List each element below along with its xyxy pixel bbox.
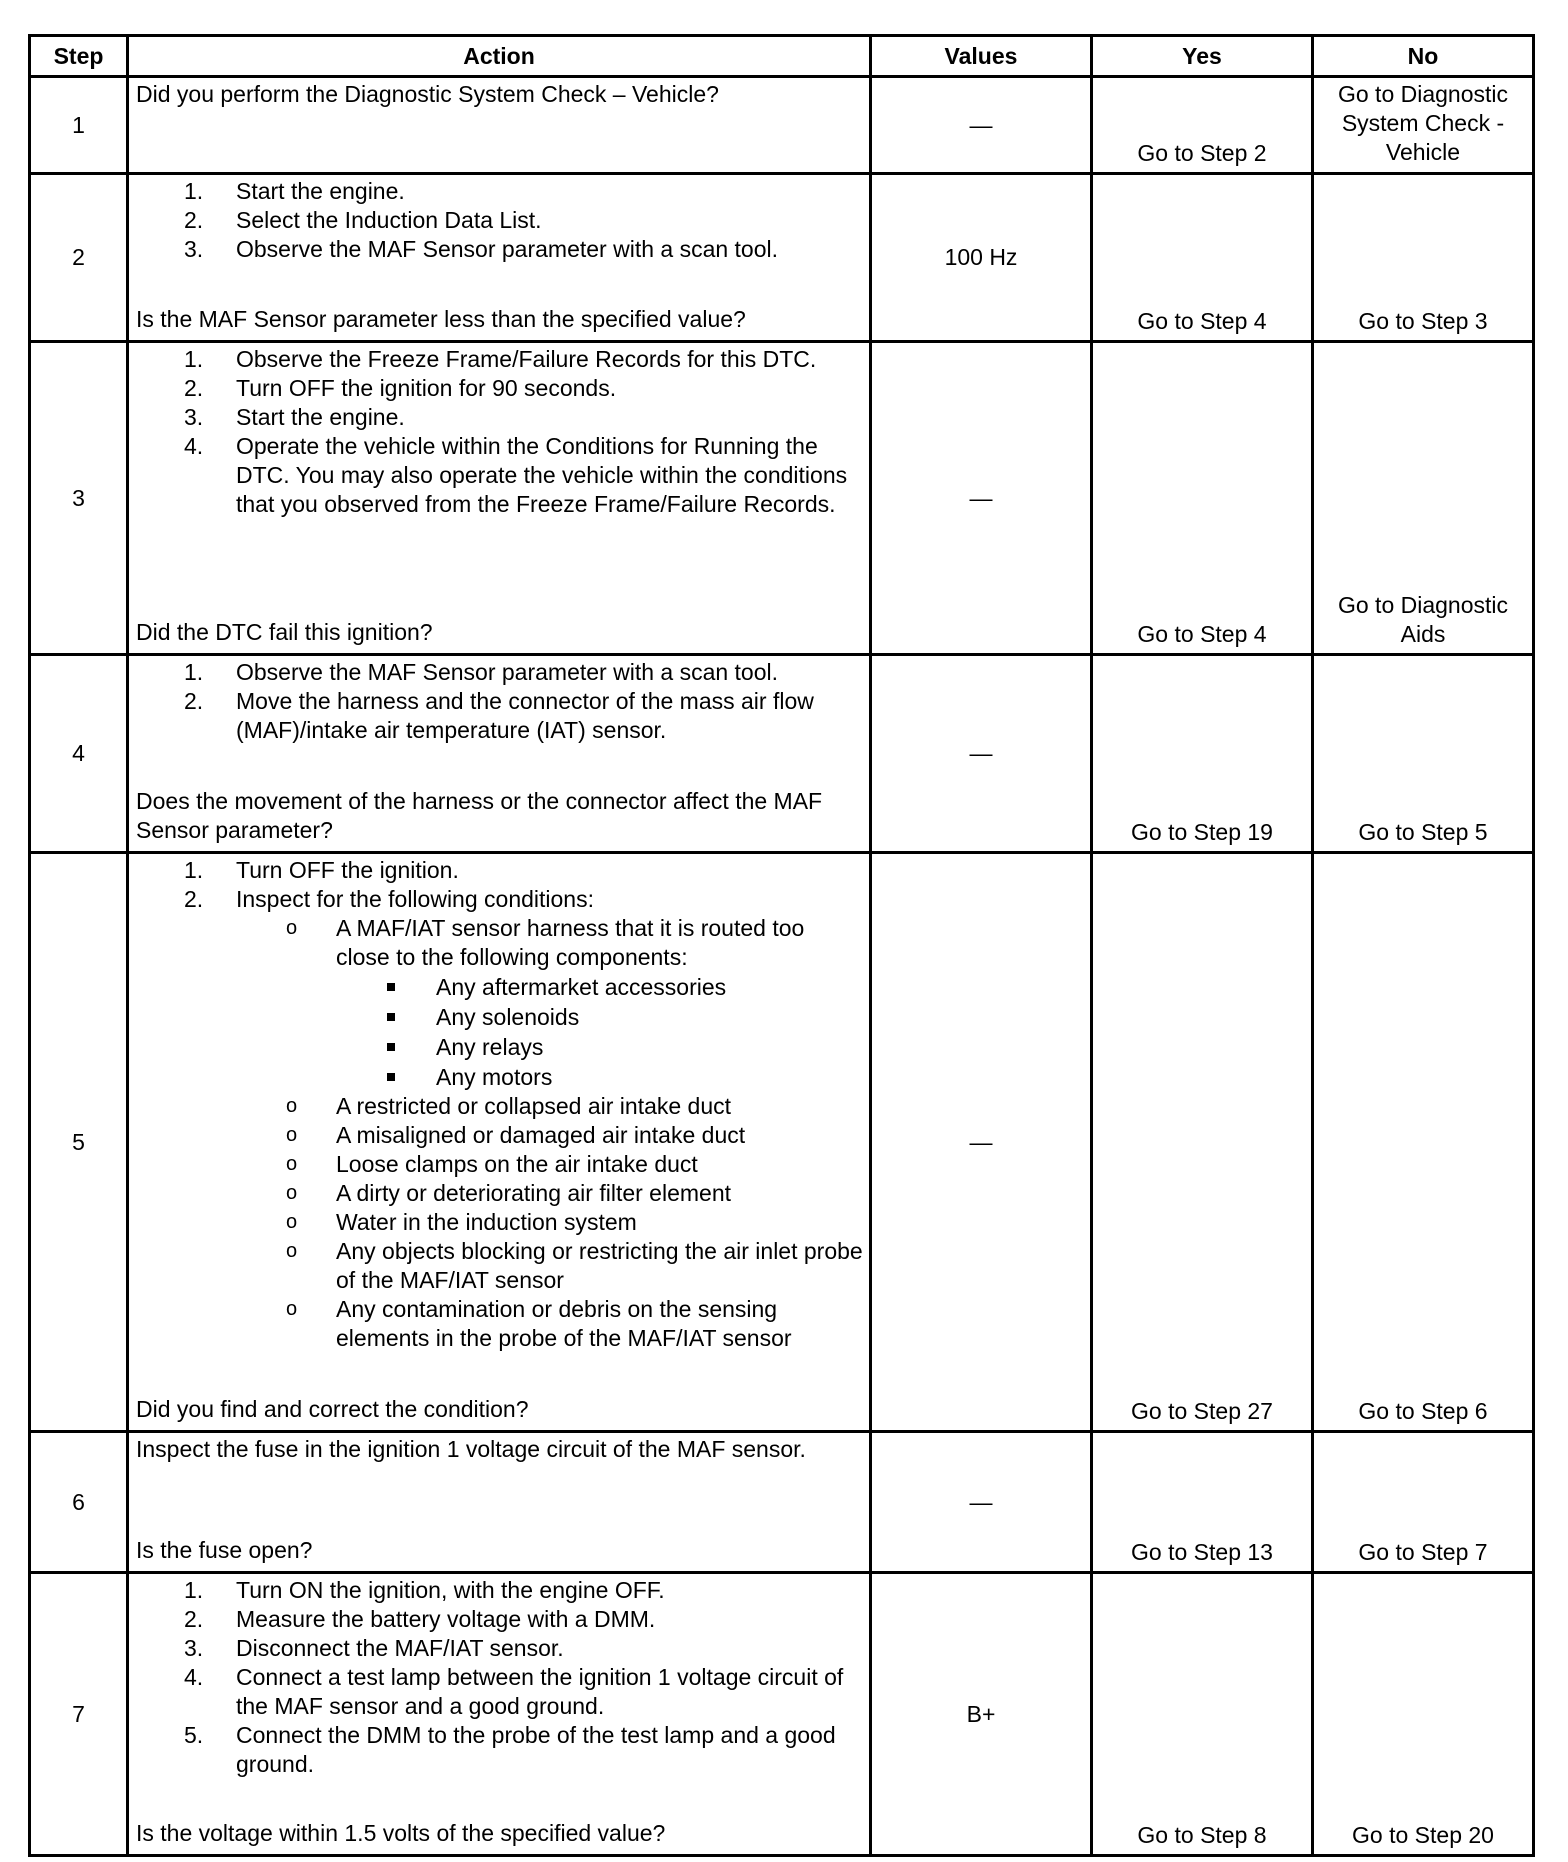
square-bullet-icon — [387, 1043, 395, 1051]
table-row — [30, 342, 1534, 655]
action-step: 1. Observe the Freeze Frame/Failure Records for this DTC. — [184, 346, 817, 372]
no-cell: Go to Step 5 — [1313, 655, 1534, 853]
diagnostic-table — [28, 34, 1535, 1857]
action-step: 5. Connect the DMM to the probe of the test lamp and a good ground. — [184, 1722, 836, 1777]
table-row — [30, 174, 1534, 342]
table-row — [30, 853, 1534, 1432]
square-bullet-icon — [387, 983, 395, 991]
value-cell: B+ — [871, 1573, 1092, 1856]
question-text: Is the fuse open? — [136, 1537, 313, 1563]
question-text: Did you find and correct the condition? — [136, 1396, 529, 1422]
action-step: 2. Move the harness and the connector of the mass air flow (MAF)/intake air temperature (IAT) sensor. — [184, 688, 814, 743]
action-cell — [128, 342, 871, 655]
header-yes: Yes — [1092, 36, 1313, 77]
action-cell — [128, 1432, 871, 1573]
header-values: Values — [871, 36, 1092, 77]
action-step: 4. Connect a test lamp between the ignition 1 voltage circuit of the MAF sensor and a good ground. — [184, 1664, 844, 1719]
action-steps — [136, 856, 863, 914]
header-step: Step — [30, 36, 128, 77]
yes-cell: Go to Step 2 — [1092, 77, 1313, 174]
yes-cell: Go to Step 4 — [1092, 174, 1313, 342]
question-text: Did the DTC fail this ignition? — [136, 619, 433, 645]
value-cell: 100 Hz — [871, 174, 1092, 342]
component-item: Any motors — [136, 1062, 863, 1092]
question-text: Is the voltage within 1.5 volts of the specified value? — [136, 1820, 666, 1846]
no-cell: Go to Step 7 — [1313, 1432, 1534, 1573]
step-number: 2 — [30, 174, 128, 342]
condition-item: o A misaligned or damaged air intake duct — [286, 1122, 746, 1148]
question-text: Is the MAF Sensor parameter less than the specified value? — [136, 306, 746, 332]
question-text: Does the movement of the harness or the connector affect the MAF Sensor parameter? — [136, 788, 823, 843]
condition-item: o A MAF/IAT sensor harness that it is routed too close to the following components: — [286, 915, 805, 970]
step-number: 5 — [30, 853, 128, 1432]
step-number: 1 — [30, 77, 128, 174]
yes-cell: Go to Step 4 — [1092, 342, 1313, 655]
table-row — [30, 77, 1534, 174]
step-number: 6 — [30, 1432, 128, 1573]
action-step: 2. Select the Induction Data List. — [184, 207, 542, 233]
condition-item: o A restricted or collapsed air intake duct — [286, 1093, 732, 1119]
action-step: 4. Operate the vehicle within the Conditions for Running the DTC. You may also operate the vehicle within the conditions that you observed from the Freeze Frame/Failure Records. — [184, 433, 848, 517]
action-cell — [128, 853, 871, 1432]
action-step: 1. Turn OFF the ignition. — [184, 857, 459, 883]
action-cell — [128, 1573, 871, 1856]
action-cell — [128, 77, 871, 174]
action-step: 1. Observe the MAF Sensor parameter with a scan tool. — [184, 659, 779, 685]
step-number: 3 — [30, 342, 128, 655]
square-bullet-icon — [387, 1073, 395, 1081]
value-cell: — — [871, 655, 1092, 853]
action-steps — [136, 658, 863, 745]
components-list — [136, 972, 863, 1092]
no-cell: Go to Diagnostic Aids — [1313, 342, 1534, 655]
no-cell: Go to Step 3 — [1313, 174, 1534, 342]
action-step: 3. Disconnect the MAF/IAT sensor. — [184, 1635, 564, 1661]
table-row — [30, 655, 1534, 853]
no-cell: Go to Step 6 — [1313, 853, 1534, 1432]
value-cell: — — [871, 342, 1092, 655]
action-step: 2. Turn OFF the ignition for 90 seconds. — [184, 375, 617, 401]
value-cell: — — [871, 853, 1092, 1432]
step-number: 4 — [30, 655, 128, 853]
condition-item: o Any objects blocking or restricting the air inlet probe of the MAF/IAT sensor — [286, 1238, 863, 1293]
value-cell: — — [871, 1432, 1092, 1573]
action-steps — [136, 177, 863, 264]
yes-cell: Go to Step 8 — [1092, 1573, 1313, 1856]
yes-cell: Go to Step 13 — [1092, 1432, 1313, 1573]
action-text: Inspect the fuse in the ignition 1 voltage circuit of the MAF sensor. — [136, 1436, 806, 1462]
header-row — [30, 36, 1534, 77]
action-cell — [128, 655, 871, 853]
condition-item: o Loose clamps on the air intake duct — [286, 1151, 698, 1177]
yes-cell: Go to Step 27 — [1092, 853, 1313, 1432]
action-text: Did you perform the Diagnostic System Check – Vehicle? — [136, 81, 719, 107]
conditions-list — [136, 1092, 863, 1353]
no-cell: Go to Step 20 — [1313, 1573, 1534, 1856]
component-item: Any aftermarket accessories — [136, 972, 863, 1002]
conditions-list — [136, 914, 863, 972]
condition-item: o A dirty or deteriorating air filter element — [286, 1180, 732, 1206]
action-step: 1. Start the engine. — [184, 178, 405, 204]
condition-item: o Any contamination or debris on the sensing elements in the probe of the MAF/IAT sensor — [286, 1296, 792, 1351]
action-steps — [136, 1576, 863, 1779]
step-number: 7 — [30, 1573, 128, 1856]
header-no: No — [1313, 36, 1534, 77]
action-step: 2. Measure the battery voltage with a DMM. — [184, 1606, 656, 1632]
action-step: 3. Start the engine. — [184, 404, 405, 430]
action-step: 3. Observe the MAF Sensor parameter with a scan tool. — [184, 236, 779, 262]
action-cell — [128, 174, 871, 342]
action-step: 2. Inspect for the following conditions: — [184, 886, 594, 912]
no-cell: Go to Diagnostic System Check - Vehicle — [1313, 77, 1534, 174]
action-steps — [136, 345, 863, 519]
value-cell: — — [871, 77, 1092, 174]
condition-item: o Water in the induction system — [286, 1209, 637, 1235]
table-row — [30, 1432, 1534, 1573]
square-bullet-icon — [387, 1013, 395, 1021]
action-step: 1. Turn ON the ignition, with the engine OFF. — [184, 1577, 665, 1603]
header-action: Action — [128, 36, 871, 77]
component-item: Any solenoids — [136, 1002, 863, 1032]
table-row — [30, 1573, 1534, 1856]
yes-cell: Go to Step 19 — [1092, 655, 1313, 853]
component-item: Any relays — [136, 1032, 863, 1062]
